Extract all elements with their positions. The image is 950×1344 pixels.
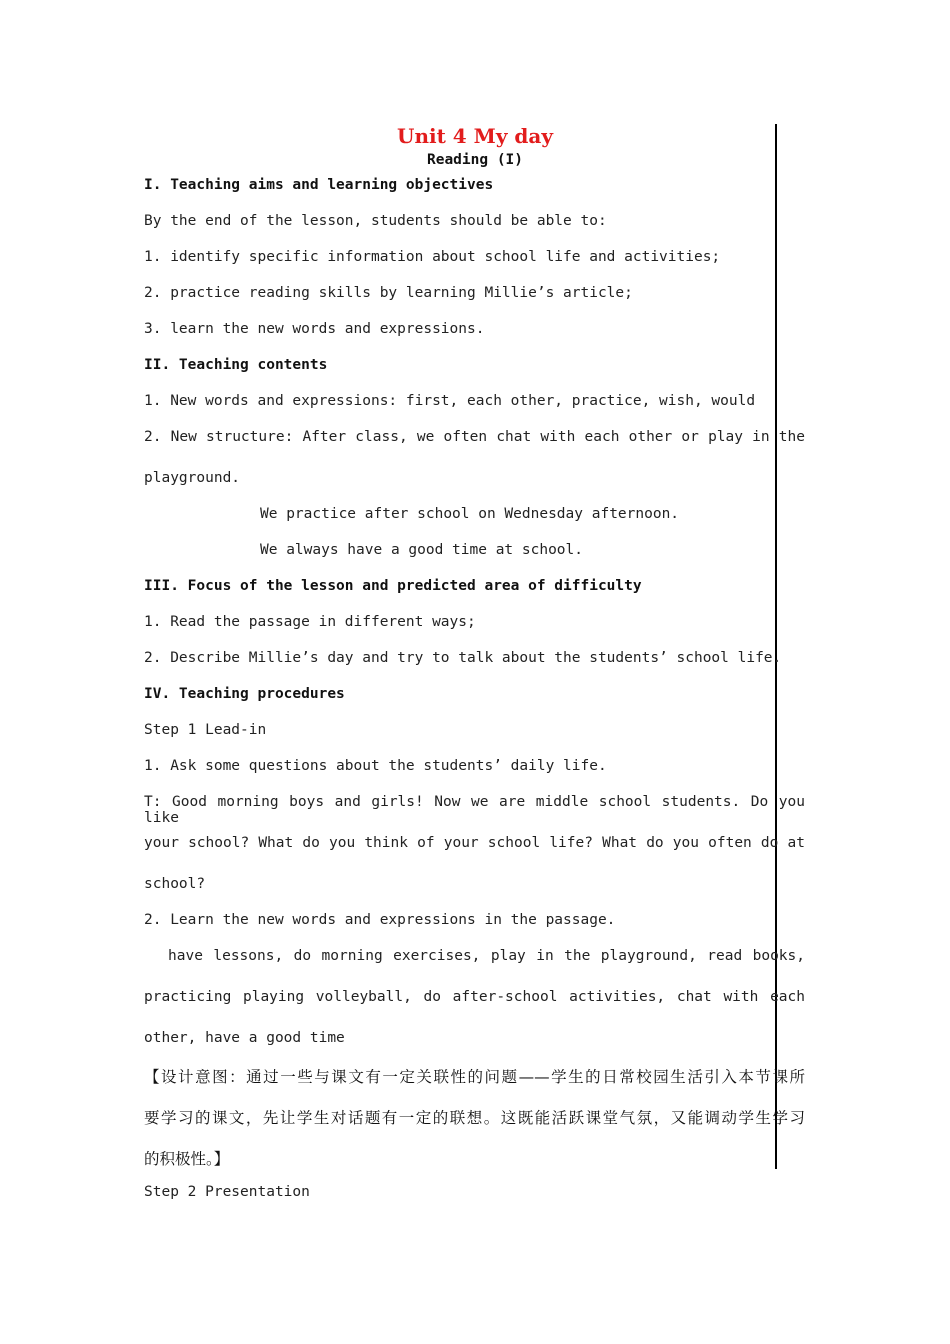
list-item: 2. Learn the new words and expressions in the passage. (144, 912, 616, 928)
page-title: Unit 4 My day (397, 124, 553, 148)
example-sentence: We always have a good time at school. (260, 542, 584, 558)
vocabulary-list: other, have a good time (144, 1030, 345, 1046)
paragraph-continuation: playground. (144, 470, 241, 486)
teacher-speech: school? (144, 876, 206, 892)
section-heading: II. Teaching contents (144, 357, 328, 373)
vocabulary-list: practicing playing volleyball, do after-school activities, chat with each (144, 989, 805, 1005)
list-item: 1. Read the passage in different ways; (144, 614, 476, 630)
margin-rule (775, 124, 777, 1169)
list-item: 2. New structure: After class, we often chat with each other or play in the (144, 429, 805, 445)
teacher-speech: T: Good morning boys and girls! Now we are middle school students. Do you like (144, 794, 805, 826)
vocabulary-list: have lessons, do morning exercises, play in the playground, read books, (168, 948, 805, 964)
step-heading: Step 1 Lead-in (144, 722, 267, 738)
list-item: 1. New words and expressions: first, each other, practice, wish, would (144, 393, 756, 409)
section-heading: I. Teaching aims and learning objectives (144, 177, 494, 193)
design-note: 的积极性。】 (144, 1150, 230, 1168)
example-sentence: We practice after school on Wednesday afternoon. (260, 506, 680, 522)
list-item: 2. Describe Millie’s day and try to talk about the students’ school life. (144, 650, 782, 666)
list-item: 1. identify specific information about school life and activities; (144, 249, 721, 265)
list-item: 3. learn the new words and expressions. (144, 321, 485, 337)
step-heading: Step 2 Presentation (144, 1184, 310, 1200)
list-item: 2. practice reading skills by learning Millie’s article; (144, 285, 633, 301)
teacher-speech: your school? What do you think of your school life? What do you often do at (144, 835, 805, 851)
paragraph: By the end of the lesson, students should be able to: (144, 213, 607, 229)
section-heading: IV. Teaching procedures (144, 686, 345, 702)
page-subtitle: Reading (I) (426, 152, 524, 168)
section-heading: III. Focus of the lesson and predicted area of difficulty (144, 578, 642, 594)
design-note: 要学习的课文，先让学生对话题有一定的联想。这既能活跃课堂气氛，又能调动学生学习 (144, 1109, 805, 1127)
design-note: 【设计意图：通过一些与课文有一定关联性的问题——学生的日常校园生活引入本节课所 (144, 1068, 805, 1086)
list-item: 1. Ask some questions about the students’ daily life. (144, 758, 607, 774)
